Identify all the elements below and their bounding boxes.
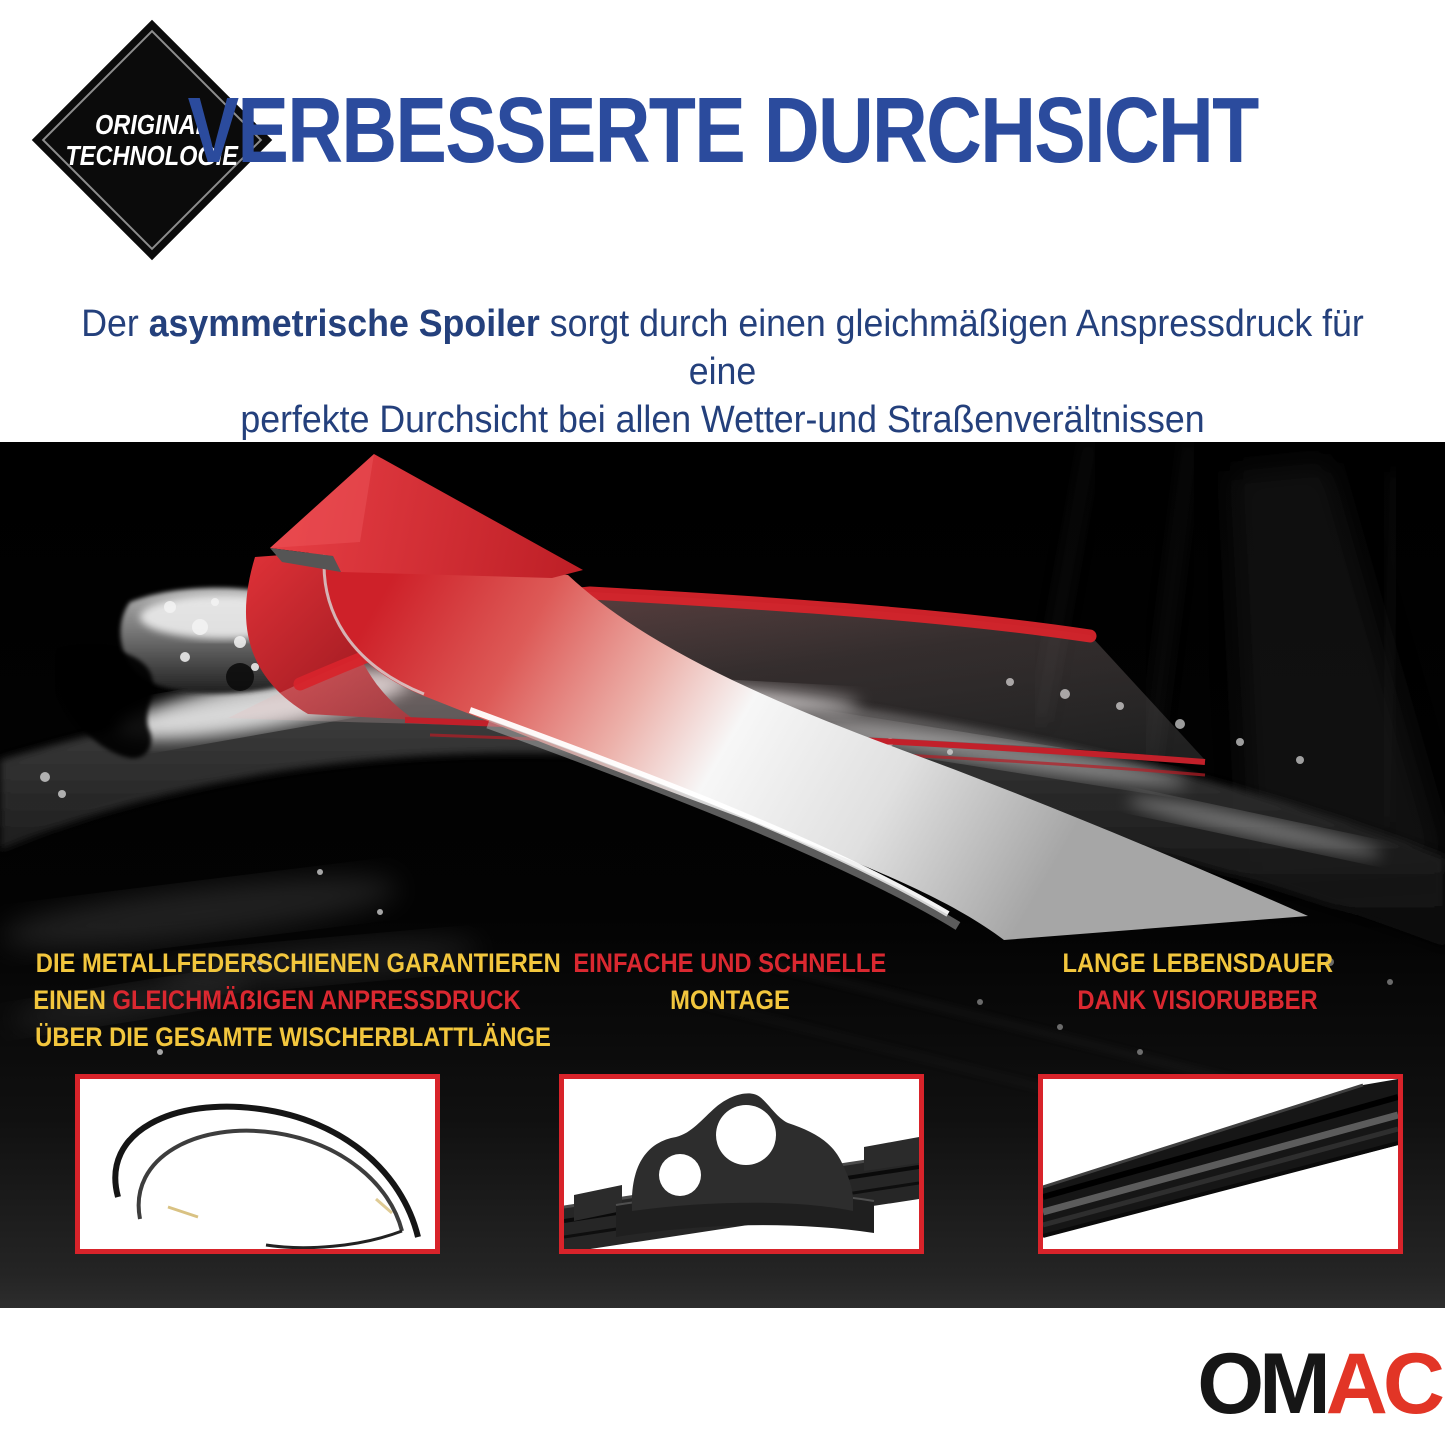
feature2-line2: MONTAGE (670, 985, 790, 1015)
wiper-adapter-clip-photo (559, 1074, 924, 1254)
omac-logo-red-part: AC (1325, 1336, 1440, 1432)
metal-rails-drawing (80, 1079, 435, 1249)
intro-paragraph (0, 300, 1445, 444)
feature-easy-montage (505, 945, 955, 1019)
adapter-clip-drawing (564, 1079, 919, 1249)
feature-long-life (950, 945, 1445, 1019)
metal-spring-rails-photo (75, 1074, 440, 1254)
rubber-blade-drawing (1043, 1079, 1398, 1249)
intro-line1: Der asymmetrische Spoiler sorgt durch einen gleichmäßigen Anspressdruck für eine (81, 303, 1364, 393)
omac-logo-black-part: OM (1197, 1336, 1326, 1432)
omac-logo (1150, 1336, 1440, 1432)
wiper-photo-section (0, 442, 1445, 1308)
badge-line2: TECHNOLOGIE (65, 140, 239, 171)
feature3-line1: LANGE LEBENSDAUER (1062, 948, 1333, 978)
feature1-line1: DIE METALLFEDERSCHIENEN GARANTIEREN (35, 948, 561, 978)
rubber-blade-photo (1038, 1074, 1403, 1254)
intro-highlight: asymmetrische Spoiler (148, 303, 540, 345)
page-title: VERBESSERTE DURCHSICHT (187, 78, 1258, 182)
feature3-line2: DANK VISIORUBBER (1077, 985, 1318, 1015)
feature2-line1: EINFACHE UND SCHNELLE (573, 948, 887, 978)
intro-line2: perfekte Durchsicht bei allen Wetter-und Straßenverältnissen (240, 399, 1205, 441)
badge-line1: ORIGINAL (94, 109, 210, 140)
feature1-line3: ÜBER DIE GESAMTE WISCHERBLATTLÄNGE (35, 1022, 551, 1052)
feature-metal-rails: DIE METALLFEDERSCHIENEN GARANTIEREN EINEN GLEICHMÄẞIGEN ANPRESSDRUCK ÜBER DIE GESAMTE WISCHERBLATTLÄNGE (0, 945, 512, 1056)
